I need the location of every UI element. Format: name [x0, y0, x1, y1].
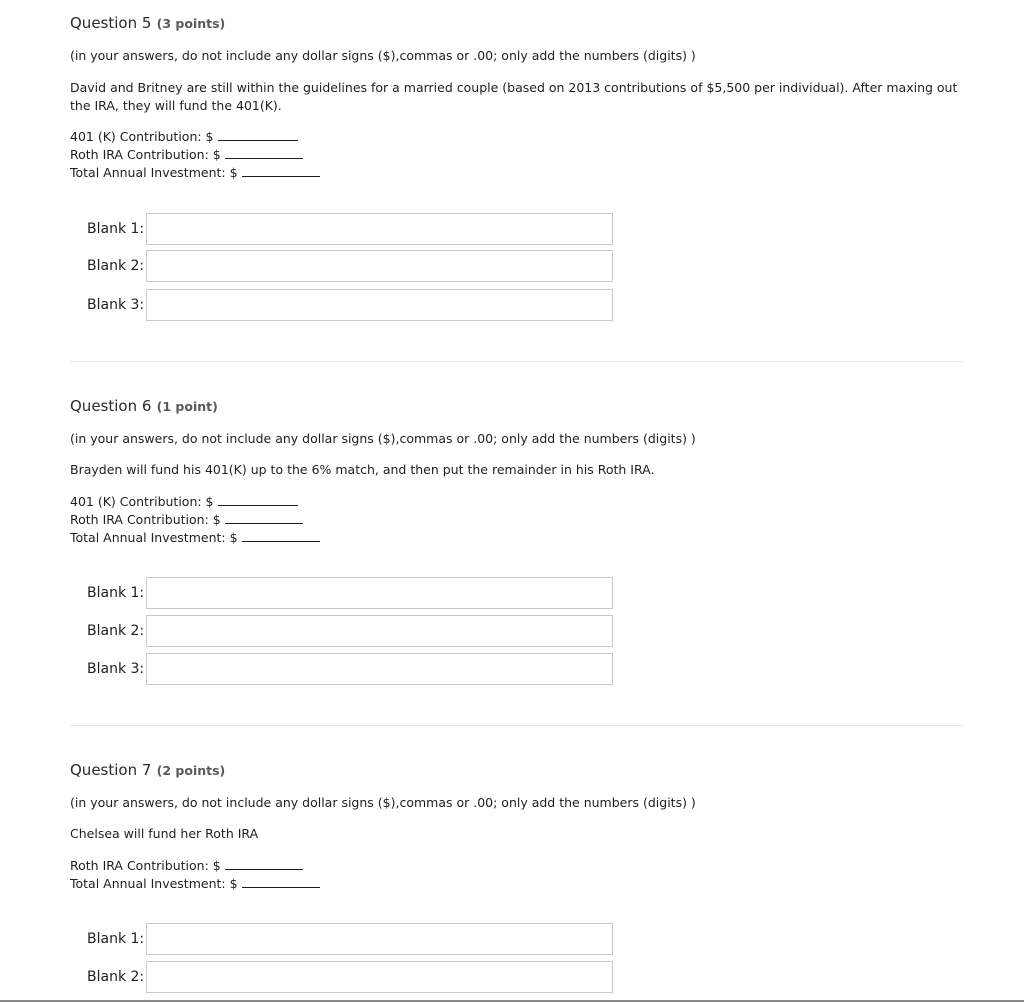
- question-number: Question 6: [70, 397, 152, 415]
- q6-blank-2-input[interactable]: [146, 615, 613, 647]
- blank-1-label: Blank 1:: [87, 931, 145, 947]
- blank-1-label: Blank 1:: [87, 585, 145, 601]
- blank-2-label: Blank 2:: [87, 623, 145, 639]
- field-line-roth: [70, 145, 303, 164]
- blank-2-label: Blank 2:: [87, 258, 145, 274]
- field-line-total: [70, 874, 320, 893]
- question-prompt: Chelsea will fund her Roth IRA: [70, 826, 259, 841]
- question-points: (3 points): [156, 16, 226, 31]
- answer-underline: [225, 856, 303, 870]
- blank-3-label: Blank 3:: [87, 661, 145, 677]
- answer-underline: [242, 874, 320, 888]
- field-label: Total Annual Investment: $: [70, 165, 238, 180]
- question-instructions: (in your answers, do not include any dollar signs ($),commas or .00; only add the numbers (digits) ): [70, 48, 696, 63]
- question-title: [70, 16, 225, 31]
- blank-1-label: Blank 1:: [87, 221, 145, 237]
- field-line-roth: [70, 856, 303, 875]
- field-label: Total Annual Investment: $: [70, 530, 238, 545]
- field-line-roth: [70, 510, 303, 529]
- question-instructions: (in your answers, do not include any dollar signs ($),commas or .00; only add the numbers (digits) ): [70, 431, 696, 446]
- field-label: Roth IRA Contribution: $: [70, 858, 221, 873]
- question-prompt: Brayden will fund his 401(K) up to the 6% match, and then put the remainder in his Roth IRA.: [70, 462, 655, 477]
- field-line-401k: [70, 492, 298, 511]
- field-label: Roth IRA Contribution: $: [70, 147, 221, 162]
- answer-underline: [218, 127, 298, 141]
- field-label: Total Annual Investment: $: [70, 876, 238, 891]
- field-line-total: [70, 163, 320, 182]
- question-points: (1 point): [156, 399, 218, 414]
- question-prompt: David and Britney are still within the guidelines for a married couple (based on 2013 contributions of $5,500 per individual). After maxing out the IRA, they will fund the 401(K).: [70, 80, 958, 113]
- question-number: Question 5: [70, 14, 152, 32]
- q7-blank-1-input[interactable]: [146, 923, 613, 955]
- q5-blank-2-input[interactable]: [146, 250, 613, 282]
- q5-blank-3-input[interactable]: [146, 289, 613, 321]
- q7-blank-2-input[interactable]: [146, 961, 613, 993]
- answer-underline: [225, 145, 303, 159]
- q5-blank-1-input[interactable]: [146, 213, 613, 245]
- answer-underline: [242, 528, 320, 542]
- question-separator: [70, 361, 964, 362]
- answer-underline: [218, 492, 298, 506]
- field-line-total: [70, 528, 320, 547]
- question-number: Question 7: [70, 761, 152, 779]
- field-label: 401 (K) Contribution: $: [70, 129, 214, 144]
- field-label: 401 (K) Contribution: $: [70, 494, 214, 509]
- question-title: [70, 399, 218, 414]
- question-instructions: (in your answers, do not include any dollar signs ($),commas or .00; only add the numbers (digits) ): [70, 795, 696, 810]
- question-title: [70, 763, 225, 778]
- field-line-401k: [70, 127, 298, 146]
- question-points: (2 points): [156, 763, 226, 778]
- blank-3-label: Blank 3:: [87, 297, 145, 313]
- bottom-border: [0, 1000, 1024, 1002]
- blank-2-label: Blank 2:: [87, 969, 145, 985]
- q6-blank-3-input[interactable]: [146, 653, 613, 685]
- field-label: Roth IRA Contribution: $: [70, 512, 221, 527]
- question-separator: [70, 725, 964, 726]
- q6-blank-1-input[interactable]: [146, 577, 613, 609]
- answer-underline: [242, 163, 320, 177]
- answer-underline: [225, 510, 303, 524]
